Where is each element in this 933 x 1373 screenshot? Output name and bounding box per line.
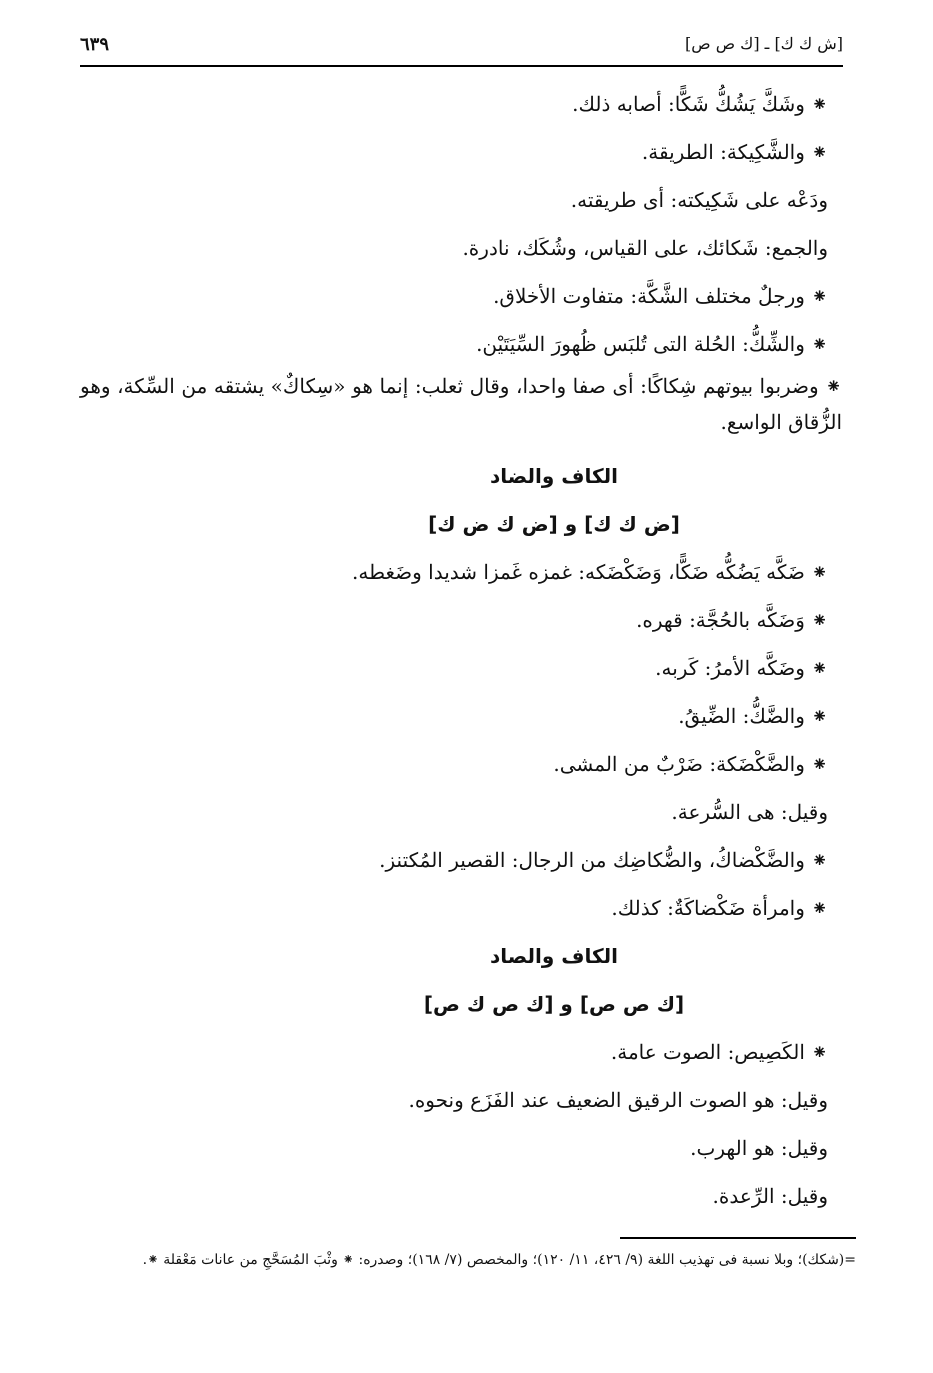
text-line: وقيل: هى السُّرعة.	[671, 800, 828, 824]
text-line: والجمع: شَكائك، على القياس، وشُكَك، نادرة.	[462, 236, 828, 260]
page-number: ٦٣٩	[80, 34, 110, 55]
text-line: ⁕ ورجلٌ مختلف الشَّكَّة: متفاوت الأخلاق.	[493, 284, 828, 308]
text-line: ⁕ وشَكَّ يَشُكُّ شَكًّا: أصابه ذلك.	[572, 92, 828, 116]
text-line: ⁕ وَضَكَّه بالحُجَّة: قهره.	[636, 608, 828, 632]
text-line: ⁕ والضَّكْضَكة: ضَرْبٌ من المشى.	[553, 752, 828, 776]
section-heading: الكاف والضاد	[490, 464, 618, 488]
root-heading: [ض ك ك] و [ض ك ض ك]	[428, 512, 680, 536]
page-body	[80, 80, 842, 1220]
text-line: وقيل: هو الصوت الرقيق الضعيف عند الفَزَع ونحوه.	[408, 1088, 828, 1112]
text-line: ودَعْه على شَكِيكته: أى طريقته.	[570, 188, 828, 212]
text-line: ⁕ والشَّكِيكة: الطريقة.	[641, 140, 828, 164]
text-line: ⁕ والضَّكْضاكُ، والضُّكاضِك من الرجال: القصير المُكتنز.	[379, 848, 828, 872]
footnote-rule	[620, 1237, 856, 1239]
text-line: ⁕ وضَكَّه الأمرُ: كَربه.	[655, 656, 828, 680]
text-line: وقيل: الرِّعدة.	[712, 1184, 828, 1208]
text-line: ⁕ ضَكَّه يَضُكُّه ضَكًّا، وَضَكْضَكه: غمزه غَمزا شديدا وضَغطه.	[352, 560, 828, 584]
text-line: ⁕ والضَّكُّ: الضِّيقُ.	[678, 704, 828, 728]
text-line: ⁕ الكَصِيص: الصوت عامة.	[610, 1040, 828, 1064]
page-header	[80, 30, 843, 58]
text-line: ⁕ وامرأة ضَكْضاكَةٌ: كذلك.	[611, 896, 828, 920]
section-heading: الكاف والصاد	[490, 944, 618, 968]
root-heading: [ك ص ص] و [ك ص ك ص]	[423, 992, 685, 1016]
running-title: [ش ك ك] ـ [ك ص ص]	[685, 34, 843, 53]
text-line: وقيل: هو الهرب.	[690, 1136, 828, 1160]
header-rule	[80, 65, 843, 67]
footnote: =(شكك)؛ وبلا نسبة فى تهذيب اللغة (٩/ ٤٢٦، ١١/ ١٢٠)؛ والمخصص (٧/ ١٦٨)؛ وصدره: ⁕ وثْبَ المُسَحَّجِ من عانات مَعْقلة ⁕.	[142, 1252, 856, 1268]
text-paragraph: ⁕ وضربوا بيوتهم شِكاكًا: أى صفا واحدا، وقال ثعلب: إنما هو «سِكاكٌ» يشتقه من السِّكة، وهو الزُّقاق الواسع.	[80, 374, 842, 434]
text-line: ⁕ والشِّكُّ: الحُلة التى تُلبَس ظُهورَ السِّيَتَيْن.	[476, 332, 828, 356]
